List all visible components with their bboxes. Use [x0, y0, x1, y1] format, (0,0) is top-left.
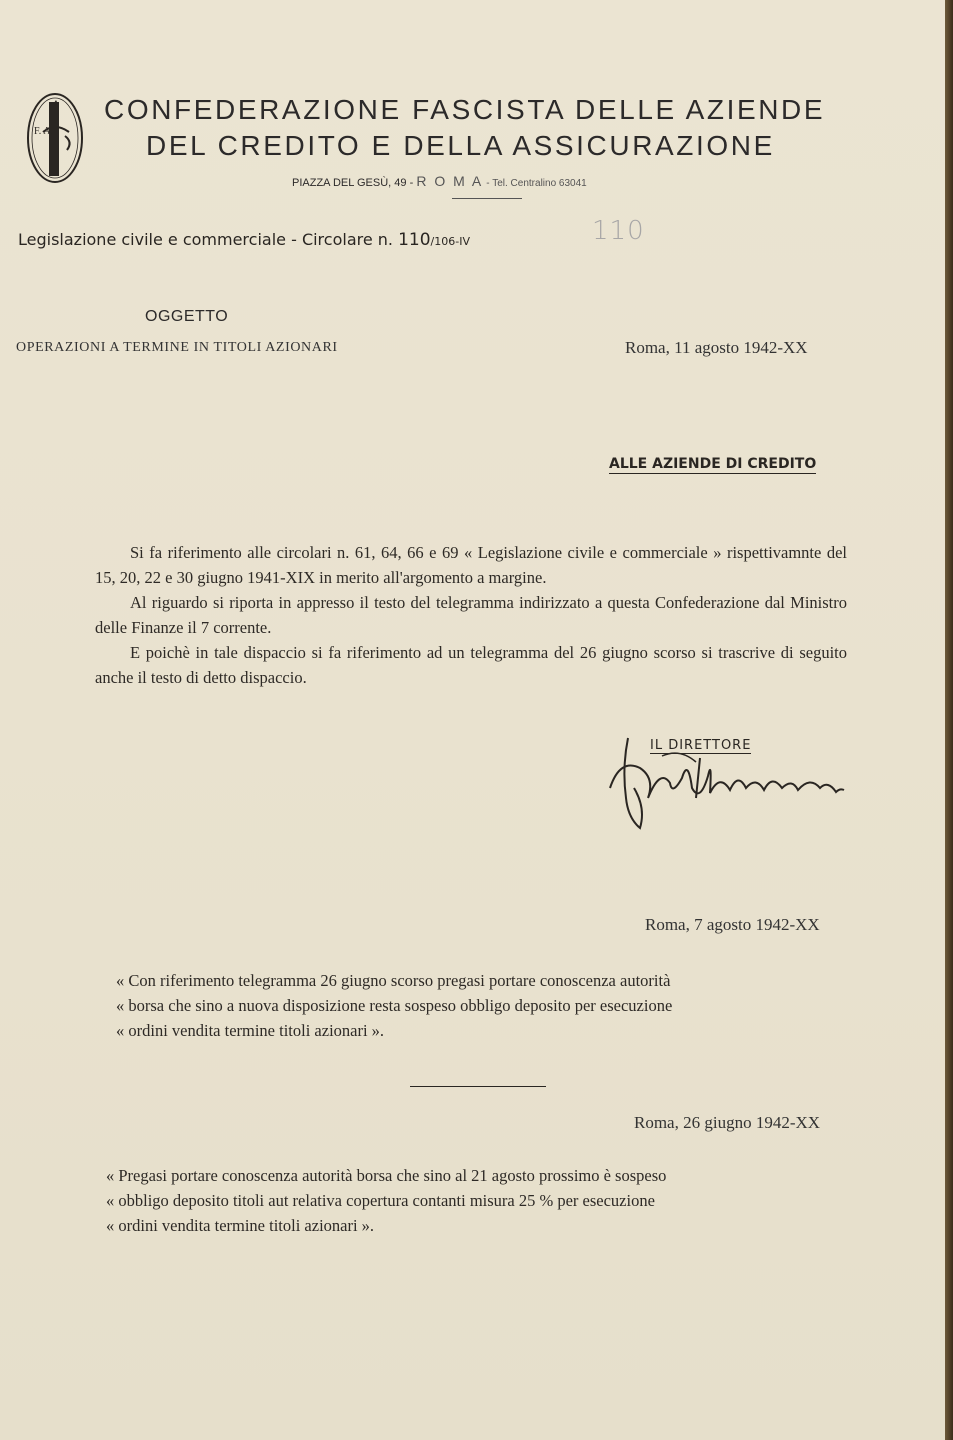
telegram2-line: « ordini vendita termine titoli azionari ».: [106, 1216, 375, 1235]
telegram2-line: « obbligo deposito titoli aut relativa copertura contanti misura 25 % per esecuzione: [106, 1191, 655, 1210]
address-telephone: - Tel. Centralino 63041: [486, 178, 587, 189]
handwritten-number: 110: [592, 216, 645, 246]
telegram1-line: « ordini vendita termine titoli azionari ».: [116, 1021, 385, 1040]
address-city: R O M A: [416, 173, 484, 189]
organization-name-line1: CONFEDERAZIONE FASCISTA DELLE AZIENDE: [104, 94, 826, 125]
section-divider: [410, 1086, 546, 1087]
logo-lettering: F. A.: [34, 126, 53, 137]
body-paragraph-1: Si fa riferimento alle circolari n. 61, 64, 66 e 69 « Legislazione civile e commerciale » rispettivamnte del 15, 20, 22 e 30 giugno 1941-XIX in merito all'argomento a margine.: [95, 543, 847, 587]
telegram1-text: [116, 968, 856, 1043]
telegram2-text: [106, 1163, 858, 1238]
signature-title: IL DIRETTORE: [650, 738, 752, 753]
subject-text: OPERAZIONI A TERMINE IN TITOLI AZIONARI: [16, 340, 338, 355]
binding-edge: [945, 0, 953, 1440]
confederation-logo: [25, 92, 85, 184]
circular-reference: [18, 230, 470, 250]
subject-label: OGGETTO: [145, 308, 229, 325]
organization-address: [292, 173, 587, 189]
address-street: PIAZZA DEL GESÙ, 49 -: [292, 177, 414, 189]
letter-date: Roma, 11 agosto 1942-XX: [625, 338, 808, 357]
telegram2-line: « Pregasi portare conoscenza autorità borsa che sino al 21 agosto prossimo è sospeso: [106, 1166, 667, 1185]
telegram1-date: Roma, 7 agosto 1942-XX: [645, 915, 820, 934]
circular-label: Legislazione civile e commerciale - Circolare n.: [18, 230, 393, 249]
telegram1-line: « borsa che sino a nuova disposizione resta sospeso obbligo deposito per esecuzione: [116, 996, 673, 1015]
address-rule: [452, 198, 522, 199]
body-paragraph-2: Al riguardo si riporta in appresso il testo del telegramma indirizzato a questa Confederazione dal Ministro delle Finanze il 7 corrente.: [95, 593, 847, 637]
recipient-heading: ALLE AZIENDE DI CREDITO: [609, 456, 817, 472]
circular-subnumber: /106-IV: [430, 235, 470, 248]
organization-name-line2: DEL CREDITO E DELLA ASSICURAZIONE: [146, 130, 775, 161]
telegram2-date: Roma, 26 giugno 1942-XX: [634, 1113, 821, 1132]
body-paragraph-3: E poichè in tale dispaccio si fa riferimento ad un telegramma del 26 giugno scorso si trascrive di seguito anche il testo di detto dispaccio.: [95, 643, 847, 687]
letter-body: [95, 540, 847, 690]
handwritten-signature: [600, 728, 850, 838]
telegram1-line: « Con riferimento telegramma 26 giugno scorso pregasi portare conoscenza autorità: [116, 971, 671, 990]
circular-number: 110: [398, 230, 431, 250]
